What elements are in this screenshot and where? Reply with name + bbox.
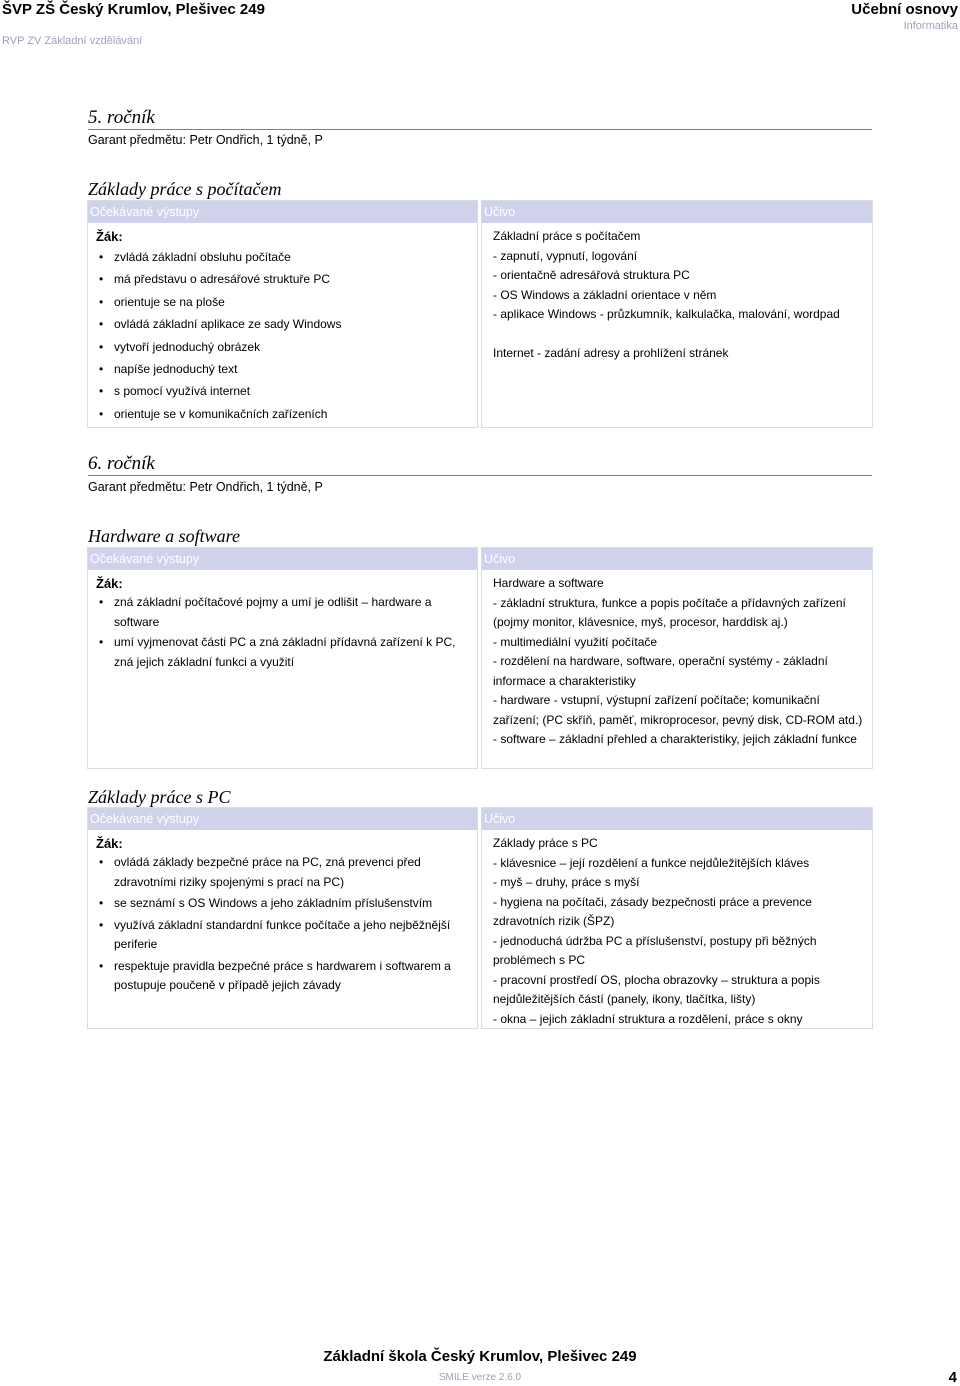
garant-line: Garant předmětu: Petr Ondřich, 1 týdně, P (88, 133, 323, 147)
outcomes-column (87, 547, 478, 769)
list-item: • zná základní počítačové pojmy a umí je odlišit – hardware a software (114, 593, 465, 632)
curriculum-text (482, 830, 872, 1029)
curriculum-line: Internet - zadání adresy a prohlížení stránek (493, 346, 729, 360)
subject-name: Informatika (903, 20, 958, 32)
list-item: • umí vyjmenovat části PC a zná základní přídavná zařízení k PC, zná jejich základní funkci a využití (114, 633, 465, 672)
grade-title: 5. ročník (88, 107, 872, 130)
curriculum-line: - hygiena na počítači, zásady bezpečnosti práce a prevence zdravotních rizik (ŠPZ) (493, 894, 812, 928)
curriculum-line: - klávesnice – její rozdělení a funkce nejdůležitějších kláves (493, 855, 810, 870)
curriculum-column (481, 547, 873, 769)
outcomes-column (87, 200, 478, 428)
outcomes-column (87, 807, 478, 1029)
rvp-subtitle: RVP ZV Základní vzdělávání (2, 35, 143, 47)
curriculum-line: - aplikace Windows - průzkumník, kalkulačka, malování, wordpad (493, 307, 840, 321)
list-item: • se seznámí s OS Windows a jeho základním příslušenstvím (114, 894, 465, 914)
curriculum-column (481, 200, 873, 428)
section-title: Základy práce s počítačem (88, 179, 282, 199)
list-item: • orientuje se na ploše (114, 291, 477, 313)
curriculum-header: Učivo (482, 808, 872, 830)
footer-school-name: Základní škola Český Krumlov, Plešivec 249 (323, 1348, 637, 1365)
footer-version: SMILE verze 2.6.0 (438, 1372, 522, 1383)
list-item: • napíše jednoduchý text (114, 358, 477, 380)
outcomes-header: Očekávané výstupy (88, 201, 477, 223)
outcomes-list (88, 853, 477, 996)
list-item: • ovládá základy bezpečné práce na PC, zná prevenci před zdravotními riziky spojenými s prací na PC) (114, 853, 465, 892)
curriculum-line: - hardware - vstupní, výstupní zařízení počítače; komunikační zařízení; (PC skříň, paměť, mikroprocesor, pevný disk, CD-ROM atd.) (493, 693, 863, 727)
grade-title: 6. ročník (88, 453, 872, 476)
curriculum-line: - multimediální využití počítače (493, 634, 658, 649)
curriculum-blank-line (493, 325, 866, 345)
pupil-label: Žák: (96, 576, 123, 591)
curriculum-line: - základní struktura, funkce a popis počítače a přídavných zařízení (pojmy monitor, klávesnice, myš, procesor, harddisk aj.) (493, 595, 846, 629)
curriculum-text (482, 223, 872, 364)
outcomes-header: Očekávané výstupy (88, 808, 477, 830)
list-item: • orientuje se v komunikačních zařízeních (114, 403, 477, 425)
document-title: Učební osnovy (851, 1, 958, 18)
section-title: Základy práce s PC (88, 787, 231, 807)
outcomes-list (88, 246, 477, 425)
curriculum-line: - orientačně adresářová struktura PC (493, 268, 690, 282)
curriculum-line: - OS Windows a základní orientace v něm (493, 287, 717, 302)
garant-line: Garant předmětu: Petr Ondřich, 1 týdně, P (88, 480, 323, 494)
curriculum-line: - pracovní prostředí OS, plocha obrazovky – struktura a popis nejdůležitějších částí (panely, ikony, tlačítka, lišty) (493, 972, 820, 1006)
curriculum-text (482, 570, 872, 750)
pupil-label: Žák: (96, 229, 123, 244)
curriculum-line: - myš – druhy, práce s myší (493, 875, 640, 889)
curriculum-line: - rozdělení na hardware, software, operační systémy - základní informace a charakteristiky (493, 654, 828, 688)
curriculum-line: - jednoduchá údržba PC a příslušenství, postupy při běžných problémech s PC (493, 933, 817, 967)
list-item: • ovládá základní aplikace ze sady Windows (114, 313, 477, 335)
curriculum-column (481, 807, 873, 1029)
list-item: • má představu o adresářové struktuře PC (114, 268, 477, 290)
curriculum-header: Učivo (482, 548, 872, 570)
curriculum-line: Základy práce s PC (493, 836, 598, 850)
curriculum-line: - software – základní přehled a charakteristiky, jejich základní funkce (493, 732, 857, 746)
list-item: • s pomocí využívá internet (114, 380, 477, 402)
curriculum-line: Hardware a software (493, 576, 604, 590)
curriculum-line: Základní práce s počítačem (493, 229, 641, 243)
outcomes-header: Očekávané výstupy (88, 548, 477, 570)
list-item: • vytvoří jednoduchý obrázek (114, 336, 477, 358)
list-item: • využívá základní standardní funkce počítače a jeho nejběžnější periferie (114, 916, 465, 955)
school-title: ŠVP ZŠ Český Krumlov, Plešivec 249 (2, 1, 265, 18)
list-item: • zvládá základní obsluhu počítače (114, 246, 477, 268)
curriculum-line: - zapnutí, vypnutí, logování (493, 248, 638, 263)
section-title: Hardware a software (88, 526, 241, 546)
curriculum-header: Učivo (482, 201, 872, 223)
list-item: • respektuje pravidla bezpečné práce s hardwarem i softwarem a postupuje poučeně v případě jejich závady (114, 957, 465, 996)
pupil-label: Žák: (96, 836, 123, 851)
outcomes-list (88, 593, 477, 672)
page-number: 4 (948, 1369, 957, 1386)
curriculum-line: - okna – jejich základní struktura a rozdělení, práce s okny (493, 1011, 803, 1026)
